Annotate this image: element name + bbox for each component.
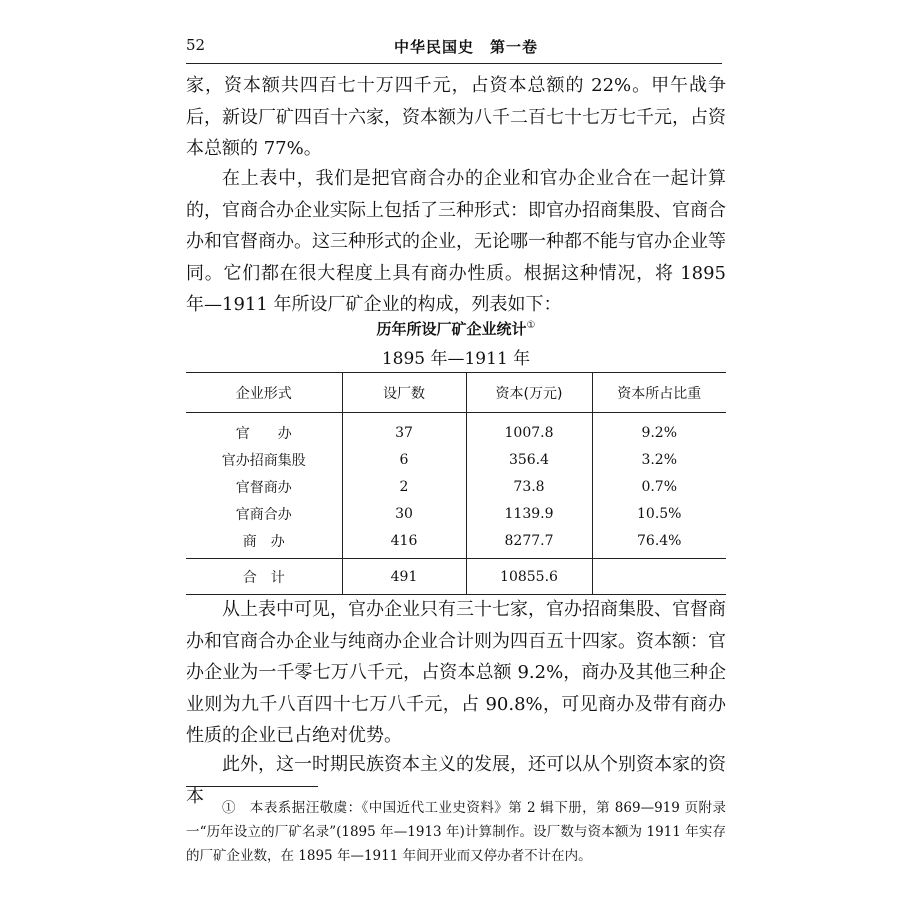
row-capital: 1139.9 bbox=[466, 500, 592, 527]
paragraph-4: 此外，这一时期民族资本主义的发展，还可以从个别资本家的资本 bbox=[186, 754, 726, 807]
row-share: 10.5% bbox=[592, 500, 726, 527]
row-capital: 356.4 bbox=[466, 446, 592, 473]
row-form: 官商合办 bbox=[235, 506, 292, 523]
page-number: 52 bbox=[186, 36, 206, 54]
header-rule bbox=[186, 63, 722, 64]
row-form: 官督商办 bbox=[235, 479, 292, 496]
row-share: 9.2% bbox=[592, 413, 726, 447]
row-count: 2 bbox=[342, 473, 466, 500]
row-form: 官办招商集股 bbox=[221, 452, 306, 469]
row-count: 416 bbox=[342, 527, 466, 559]
running-title: 中华民国史 第一卷 bbox=[394, 38, 539, 56]
table-title bbox=[186, 318, 726, 339]
column-header-capital: 资本(万元) bbox=[466, 373, 592, 413]
total-form: 合 计 bbox=[242, 569, 285, 586]
table-subtitle: 1895 年—1911 年 bbox=[381, 349, 531, 369]
table-total-row bbox=[186, 559, 726, 595]
row-form: 商 办 bbox=[242, 533, 285, 550]
row-share: 76.4% bbox=[592, 527, 726, 559]
page-header bbox=[186, 36, 722, 66]
table-row bbox=[186, 473, 726, 500]
table-row bbox=[186, 500, 726, 527]
row-capital: 73.8 bbox=[466, 473, 592, 500]
table-row bbox=[186, 446, 726, 473]
table-title-note: ① bbox=[526, 320, 536, 331]
column-header-count: 设厂数 bbox=[342, 373, 466, 413]
row-count: 37 bbox=[342, 413, 466, 447]
column-header-share: 资本所占比重 bbox=[592, 373, 726, 413]
table-row bbox=[186, 413, 726, 447]
row-capital: 8277.7 bbox=[466, 527, 592, 559]
row-form: 官 办 bbox=[235, 425, 292, 442]
total-capital: 10855.6 bbox=[466, 559, 592, 595]
total-count: 491 bbox=[342, 559, 466, 595]
table-row bbox=[186, 527, 726, 559]
footnote: ① 本表系据汪敬虞：《中国近代工业史资料》第 2 辑下册，第 869—919 页附录一“历年设立的厂矿名录”(1895 年—1913 年)计算制作。设厂数与资本额为 1911 年实存的厂矿企业数，在 1895 年—1911 年间开业而又停办者不计在内。 bbox=[186, 800, 726, 864]
row-count: 30 bbox=[342, 500, 466, 527]
footnote-rule bbox=[186, 786, 318, 787]
paragraph-1: 家，资本额共四百七十万四千元，占资本总额的 22%。甲午战争后，新设厂矿四百十六家，资本额为八千二百七十七万七千元，占资本总额的 77%。 bbox=[186, 75, 726, 159]
column-header-form: 企业形式 bbox=[235, 385, 292, 402]
paragraph-3: 从上表中可见，官办企业只有三十七家，官办招商集股、官督商办和官商合办企业与纯商办企业合计则为四百五十四家。资本额：官办企业为一千零七万八千元，占资本总额 9.2%，商办及其他三种企业则为九千八百四十七万八千元，占 90.8%，可见商办及带有商办性质的企业已占绝对优势。 bbox=[186, 599, 726, 746]
row-share: 0.7% bbox=[592, 473, 726, 500]
row-share: 3.2% bbox=[592, 446, 726, 473]
row-count: 6 bbox=[342, 446, 466, 473]
total-share bbox=[592, 559, 726, 595]
paragraph-2: 在上表中，我们是把官商合办的企业和官办企业合在一起计算的，官商合办企业实际上包括了三种形式：即官办招商集股、官商合办和官督商办。这三种形式的企业，无论哪一种都不能与官办企业等同。它们都在很大程度上具有商办性质。根据这种情况，将 1895 年—1911 年所设厂矿企业的构成，列表如下： bbox=[186, 168, 726, 315]
row-capital: 1007.8 bbox=[466, 413, 592, 447]
enterprise-statistics-table bbox=[186, 372, 726, 595]
table-header-row bbox=[186, 373, 726, 413]
table-title-text: 历年所设厂矿企业统计 bbox=[376, 320, 527, 338]
